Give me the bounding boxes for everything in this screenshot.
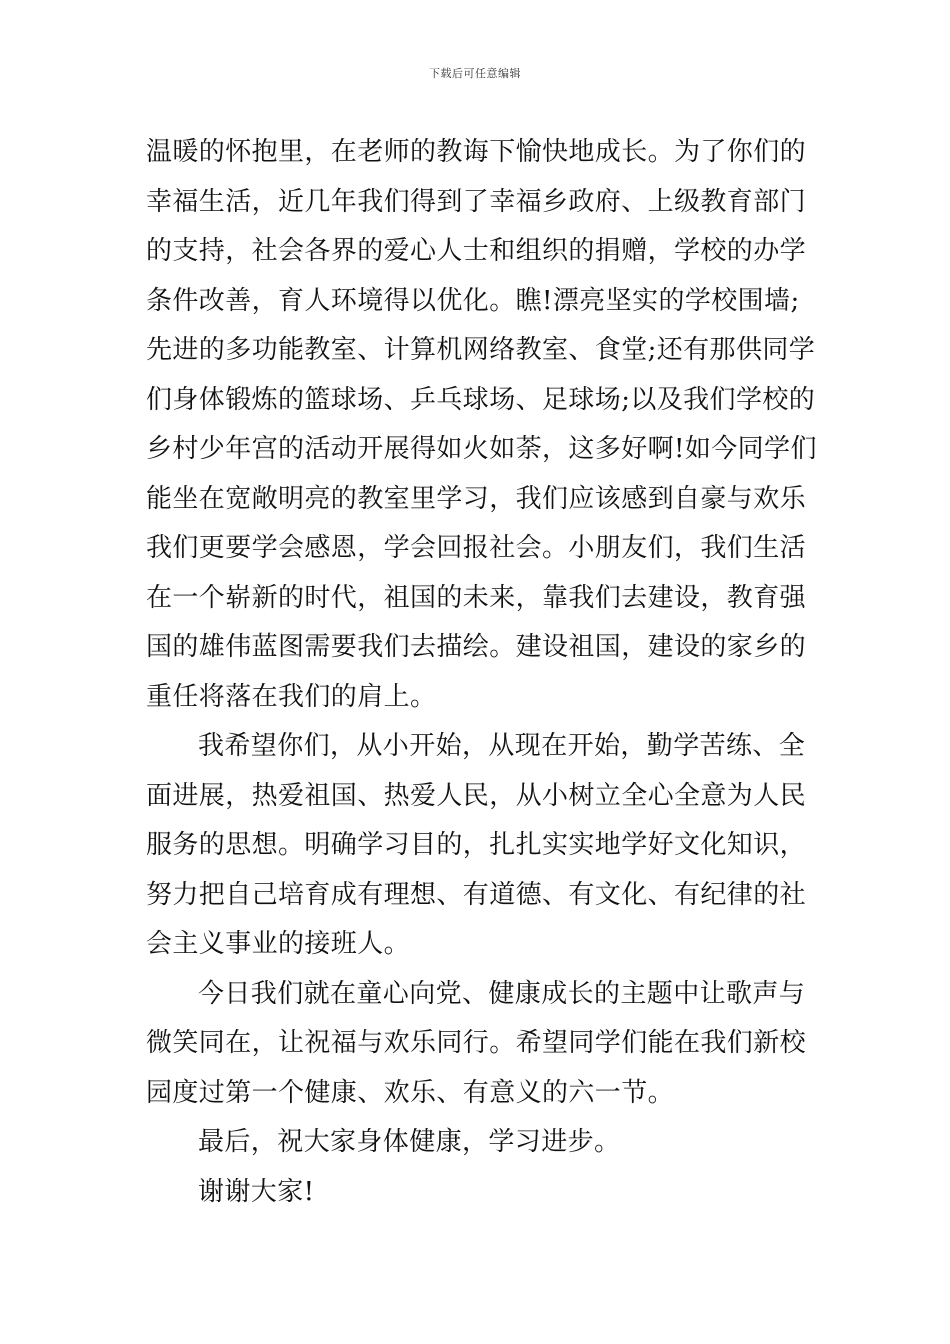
text-line: 努力把自己培育成有理想、有道德、有文化、有纪律的社	[146, 879, 807, 910]
text-line: 面进展，热爱祖国、热爱人民，从小树立全心全意为人民	[146, 780, 807, 811]
text-line: 园度过第一个健康、欢乐、有意义的六一节。	[146, 1077, 675, 1108]
text-line: 能坐在宽敞明亮的教室里学习，我们应该感到自豪与欢乐	[146, 483, 807, 514]
text-line: 在一个崭新的时代，祖国的未来，靠我们去建设，教育强	[146, 582, 807, 613]
text-line: 我们更要学会感恩，学会回报社会。小朋友们，我们生活	[146, 533, 807, 563]
page-header: 下载后可任意编辑	[429, 67, 521, 80]
text-line: 先进的多功能教室、计算机网络教室、食堂;还有那供同学	[146, 335, 816, 365]
text-line: 条件改善，育人环境得以优化。瞧!漂亮坚实的学校围墙;	[146, 285, 800, 316]
paragraph-start-line: 最后，祝大家身体健康，学习进步。	[198, 1127, 621, 1157]
text-line: 微笑同在，让祝福与欢乐同行。希望同学们能在我们新校	[146, 1028, 807, 1058]
text-line: 们身体锻炼的篮球场、乒乓球场、足球场;以及我们学校的	[146, 384, 816, 415]
paragraph-start-line: 今日我们就在童心向党、健康成长的主题中让歌声与	[198, 978, 806, 1009]
paragraph-start-line: 我希望你们，从小开始，从现在开始，勤学苦练、全	[198, 731, 806, 761]
text-line: 国的雄伟蓝图需要我们去描绘。建设祖国，建设的家乡的	[146, 632, 807, 662]
text-line: 乡村少年宫的活动开展得如火如荼，这多好啊!如今同学们	[146, 434, 817, 464]
text-line: 服务的思想。明确学习目的，扎扎实实地学好文化知识，	[146, 830, 807, 860]
closing-line: 谢谢大家!	[198, 1176, 315, 1207]
text-line: 的支持，社会各界的爱心人士和组织的捐赠，学校的办学	[146, 236, 807, 266]
text-line: 幸福生活，近几年我们得到了幸福乡政府、上级教育部门	[146, 186, 807, 217]
text-line: 重任将落在我们的肩上。	[146, 681, 437, 712]
text-line: 温暖的怀抱里，在老师的教诲下愉快地成长。为了你们的	[146, 137, 807, 167]
document-body	[146, 128, 817, 1217]
text-line: 会主义事业的接班人。	[146, 929, 411, 959]
